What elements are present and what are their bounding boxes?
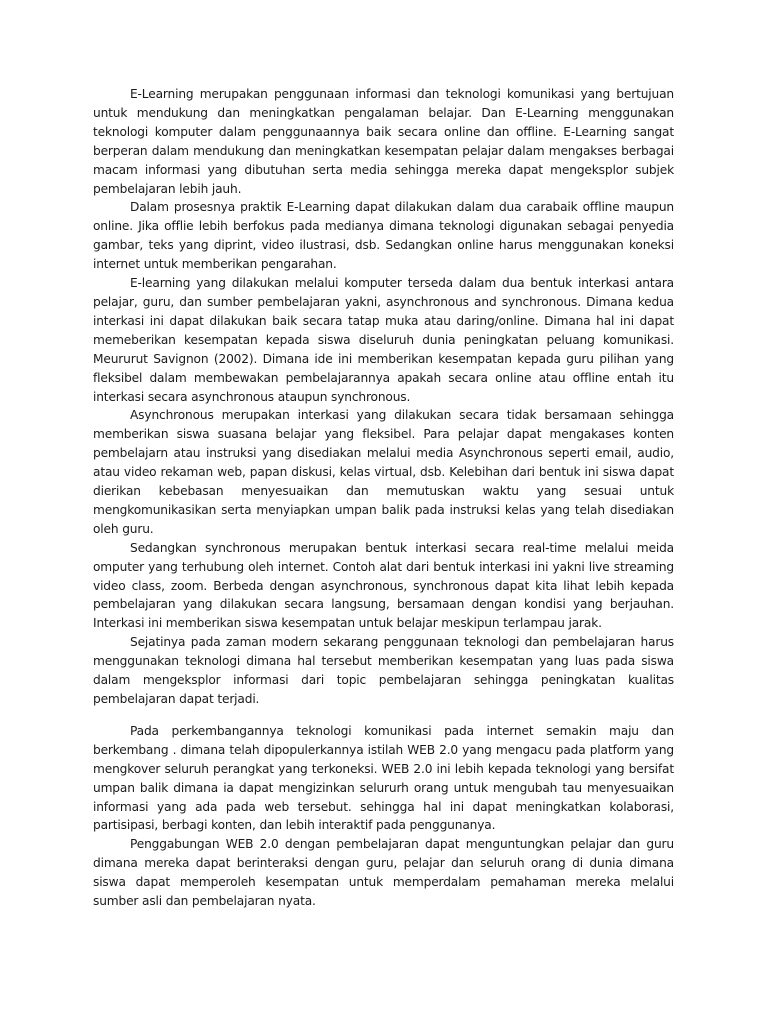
paragraph-5: Sedangkan synchronous merupakan bentuk interkasi secara real-time melalui meida omputer yang terhubung oleh internet. Contoh alat dari bentuk interkasi ini yakni live streaming video class, zoom. Berbeda dengan asynchronous, synchronous dapat kita lihat lebih kepada pembelajaran yang dilakukan secara langsung, bersamaan dengan kondisi yang berjauhan. Interkasi ini memberikan siswa kesempatan untuk belajar meskipun terlampau jarak. (93, 540, 674, 631)
paragraph-4: Asynchronous merupakan interkasi yang dilakukan secara tidak bersamaan sehingga memberikan siswa suasana belajar yang fleksibel. Para pelajar dapat mengakases konten pembelajarn atau instruksi yang disediakan melalui media Asynchronous seperti email, audio, atau video rekaman web, papan diskusi, kelas virtual, dsb. Kelebihan dari bentuk ini siswa dapat dierikan kebebasan menyesuaikan dan memutuskan waktu yang sesuai untuk mengkomunikasikan serta menyiapkan umpan balik pada instruksi kelas yang telah disediakan oleh guru. (93, 408, 674, 536)
paragraph-7: Pada perkembangannya teknologi komunikasi pada internet semakin maju dan berkembang . dimana telah dipopulerkannya istilah WEB 2.0 yang mengacu pada platform yang mengkover seluruh perangkat yang terkoneksi. WEB 2.0 ini lebih kepada teknologi yang bersifat umpan balik dimana ia dapat mengizinkan selururh orang untuk mengubah tau menyesuaikan informasi yang ada pada web tersebut. sehingga hal ini dapat meningkatkan kolaborasi, partisipasi, berbagi konten, dan lebih interaktif pada penggunanya. (93, 723, 674, 833)
paragraph-6: Sejatinya pada zaman modern sekarang penggunaan teknologi dan pembelajaran harus menggunakan teknologi dimana hal tersebut memberikan kesempatan yang luas pada siswa dalam mengeksplor informasi dari topic pembelajaran sehingga peningkatan kualitas pembelajaran dapat terjadi. (93, 635, 674, 706)
paragraph-spacer (93, 709, 674, 722)
document-body (93, 85, 674, 911)
paragraph-2: Dalam prosesnya praktik E-Learning dapat dilakukan dalam dua carabaik offline maupun online. Jika offlie lebih berfokus pada medianya dimana teknologi digunakan sebagai penyedia gambar, teks yang diprint, video ilustrasi, dsb. Sedangkan online harus menggunakan koneksi internet untuk memberikan pengarahan. (93, 200, 674, 272)
paragraph-3: E-learning yang dilakukan melalui komputer terseda dalam dua bentuk interkasi antara pelajar, guru, dan sumber pembelajaran yakni, asynchronous and synchronous. Dimana kedua interkasi ini dapat dilakukan baik secara tatap muka atau daring/online. Dimana hal ini dapat memeberikan kesempatan kepada siswa diseluruh dunia peningkatan peluang komunikasi. Meururut Savignon (2002). Dimana ide ini memberikan kesempatan kepada guru pilihan yang fleksibel dalam membewakan pembelajarannya apakah secara online atau offline entah itu interkasi secara asynchronous ataupun synchronous. (93, 276, 674, 404)
paragraph-8: Penggabungan WEB 2.0 dengan pembelajaran dapat menguntungkan pelajar dan guru dimana mereka dapat berinteraksi dengan guru, pelajar dan seluruh orang di dunia dimana siswa dapat memperoleh kesempatan untuk memperdalam pemahaman mereka melalui sumber asli dan pembelajaran nyata. (93, 837, 674, 909)
paragraph-1: E-Learning merupakan penggunaan informasi dan teknologi komunikasi yang bertujuan untuk mendukung dan meningkatkan pengalaman belajar. Dan E-Learning menggunakan teknologi komputer dalam penggunaannya baik secara online dan offline. E-Learning sangat berperan dalam mendukung dan meningkatkan kesempatan pelajar dalam mengakses berbagai macam informasi yang dibutuhan serta media sehingga mereka dapat mengeksplor subjek pembelajaran lebih jauh. (93, 87, 674, 196)
